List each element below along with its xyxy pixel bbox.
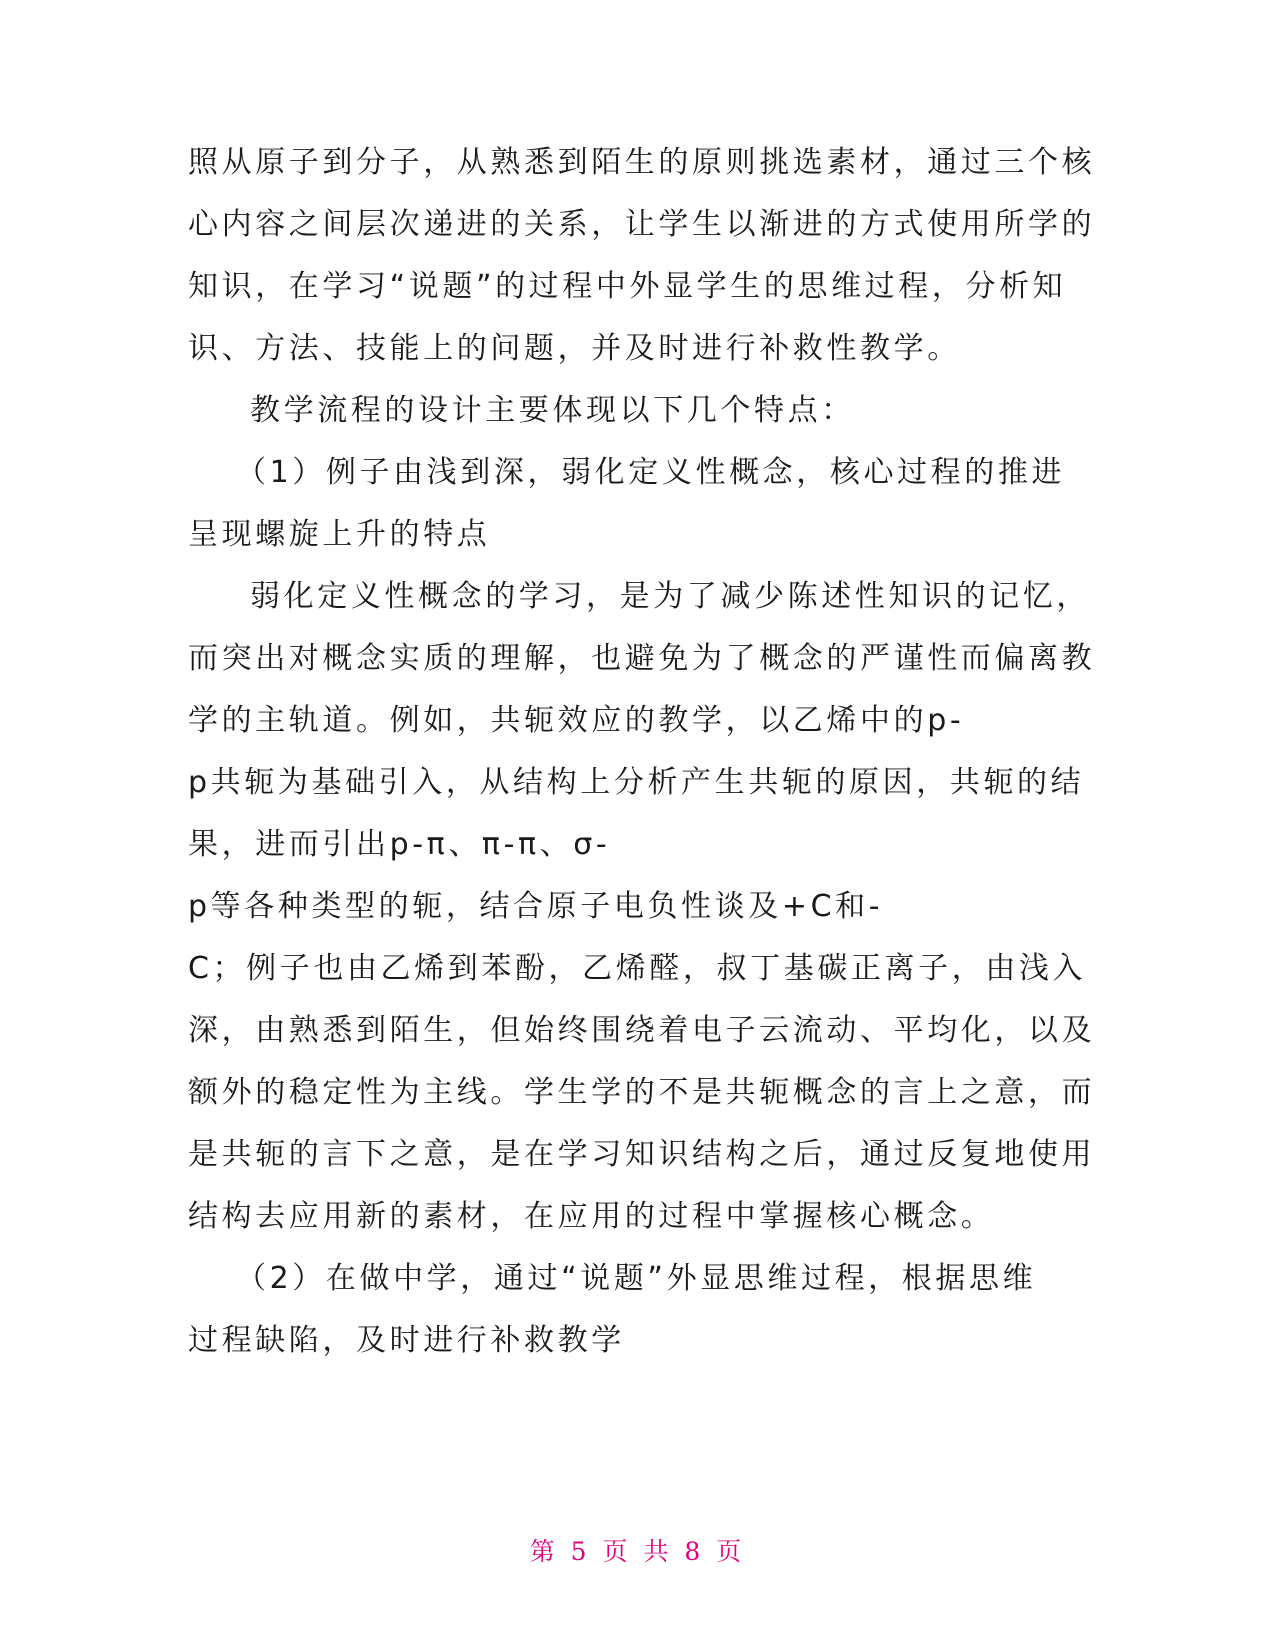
text-line: 额外的稳定性为主线。学生学的不是共轭概念的言上之意，而	[188, 1075, 1096, 1110]
text-line: 是共轭的言下之意，是在学习知识结构之后，通过反复地使用	[188, 1137, 1096, 1172]
text-line: 呈现螺旋上升的特点	[188, 517, 491, 552]
text-line: 识、方法、技能上的问题，并及时进行补救性教学。	[188, 331, 961, 366]
text-line: p等各种类型的轭，结合原子电负性谈及+C和-	[188, 889, 884, 924]
text-line: 结构去应用新的素材，在应用的过程中掌握核心概念。	[188, 1199, 995, 1234]
text-line: 弱化定义性概念的学习，是为了减少陈述性知识的记忆，	[250, 579, 1090, 614]
text-line: （2）在做中学，通过“说题”外显思维过程，根据思维	[236, 1261, 1037, 1296]
text-line: 照从原子到分子，从熟悉到陌生的原则挑选素材，通过三个核	[188, 145, 1096, 180]
text-line: 心内容之间层次递进的关系，让学生以渐进的方式使用所学的	[188, 207, 1096, 242]
text-line: 教学流程的设计主要体现以下几个特点：	[250, 393, 855, 428]
text-line: 深，由熟悉到陌生，但始终围绕着电子云流动、平均化，以及	[188, 1013, 1096, 1048]
page-number: 第 5 页 共 8 页	[529, 1537, 746, 1566]
text-line: 而突出对概念实质的理解，也避免为了概念的严谨性而偏离教	[188, 641, 1096, 676]
text-line: （1）例子由浅到深，弱化定义性概念，核心过程的推进	[236, 455, 1066, 490]
text-line: 学的主轨道。例如，共轭效应的教学，以乙烯中的p-	[188, 703, 965, 738]
text-line: 知识，在学习“说题”的过程中外显学生的思维过程，分析知	[188, 269, 1067, 304]
text-line: 果，进而引出p-π、π-π、σ-	[188, 827, 611, 862]
text-line: 过程缺陷，及时进行补救教学	[188, 1323, 625, 1358]
text-line: p共轭为基础引入，从结构上分析产生共轭的原因，共轭的结	[188, 765, 1085, 800]
text-line: C；例子也由乙烯到苯酚，乙烯醛，叔丁基碳正离子，由浅入	[188, 951, 1087, 986]
